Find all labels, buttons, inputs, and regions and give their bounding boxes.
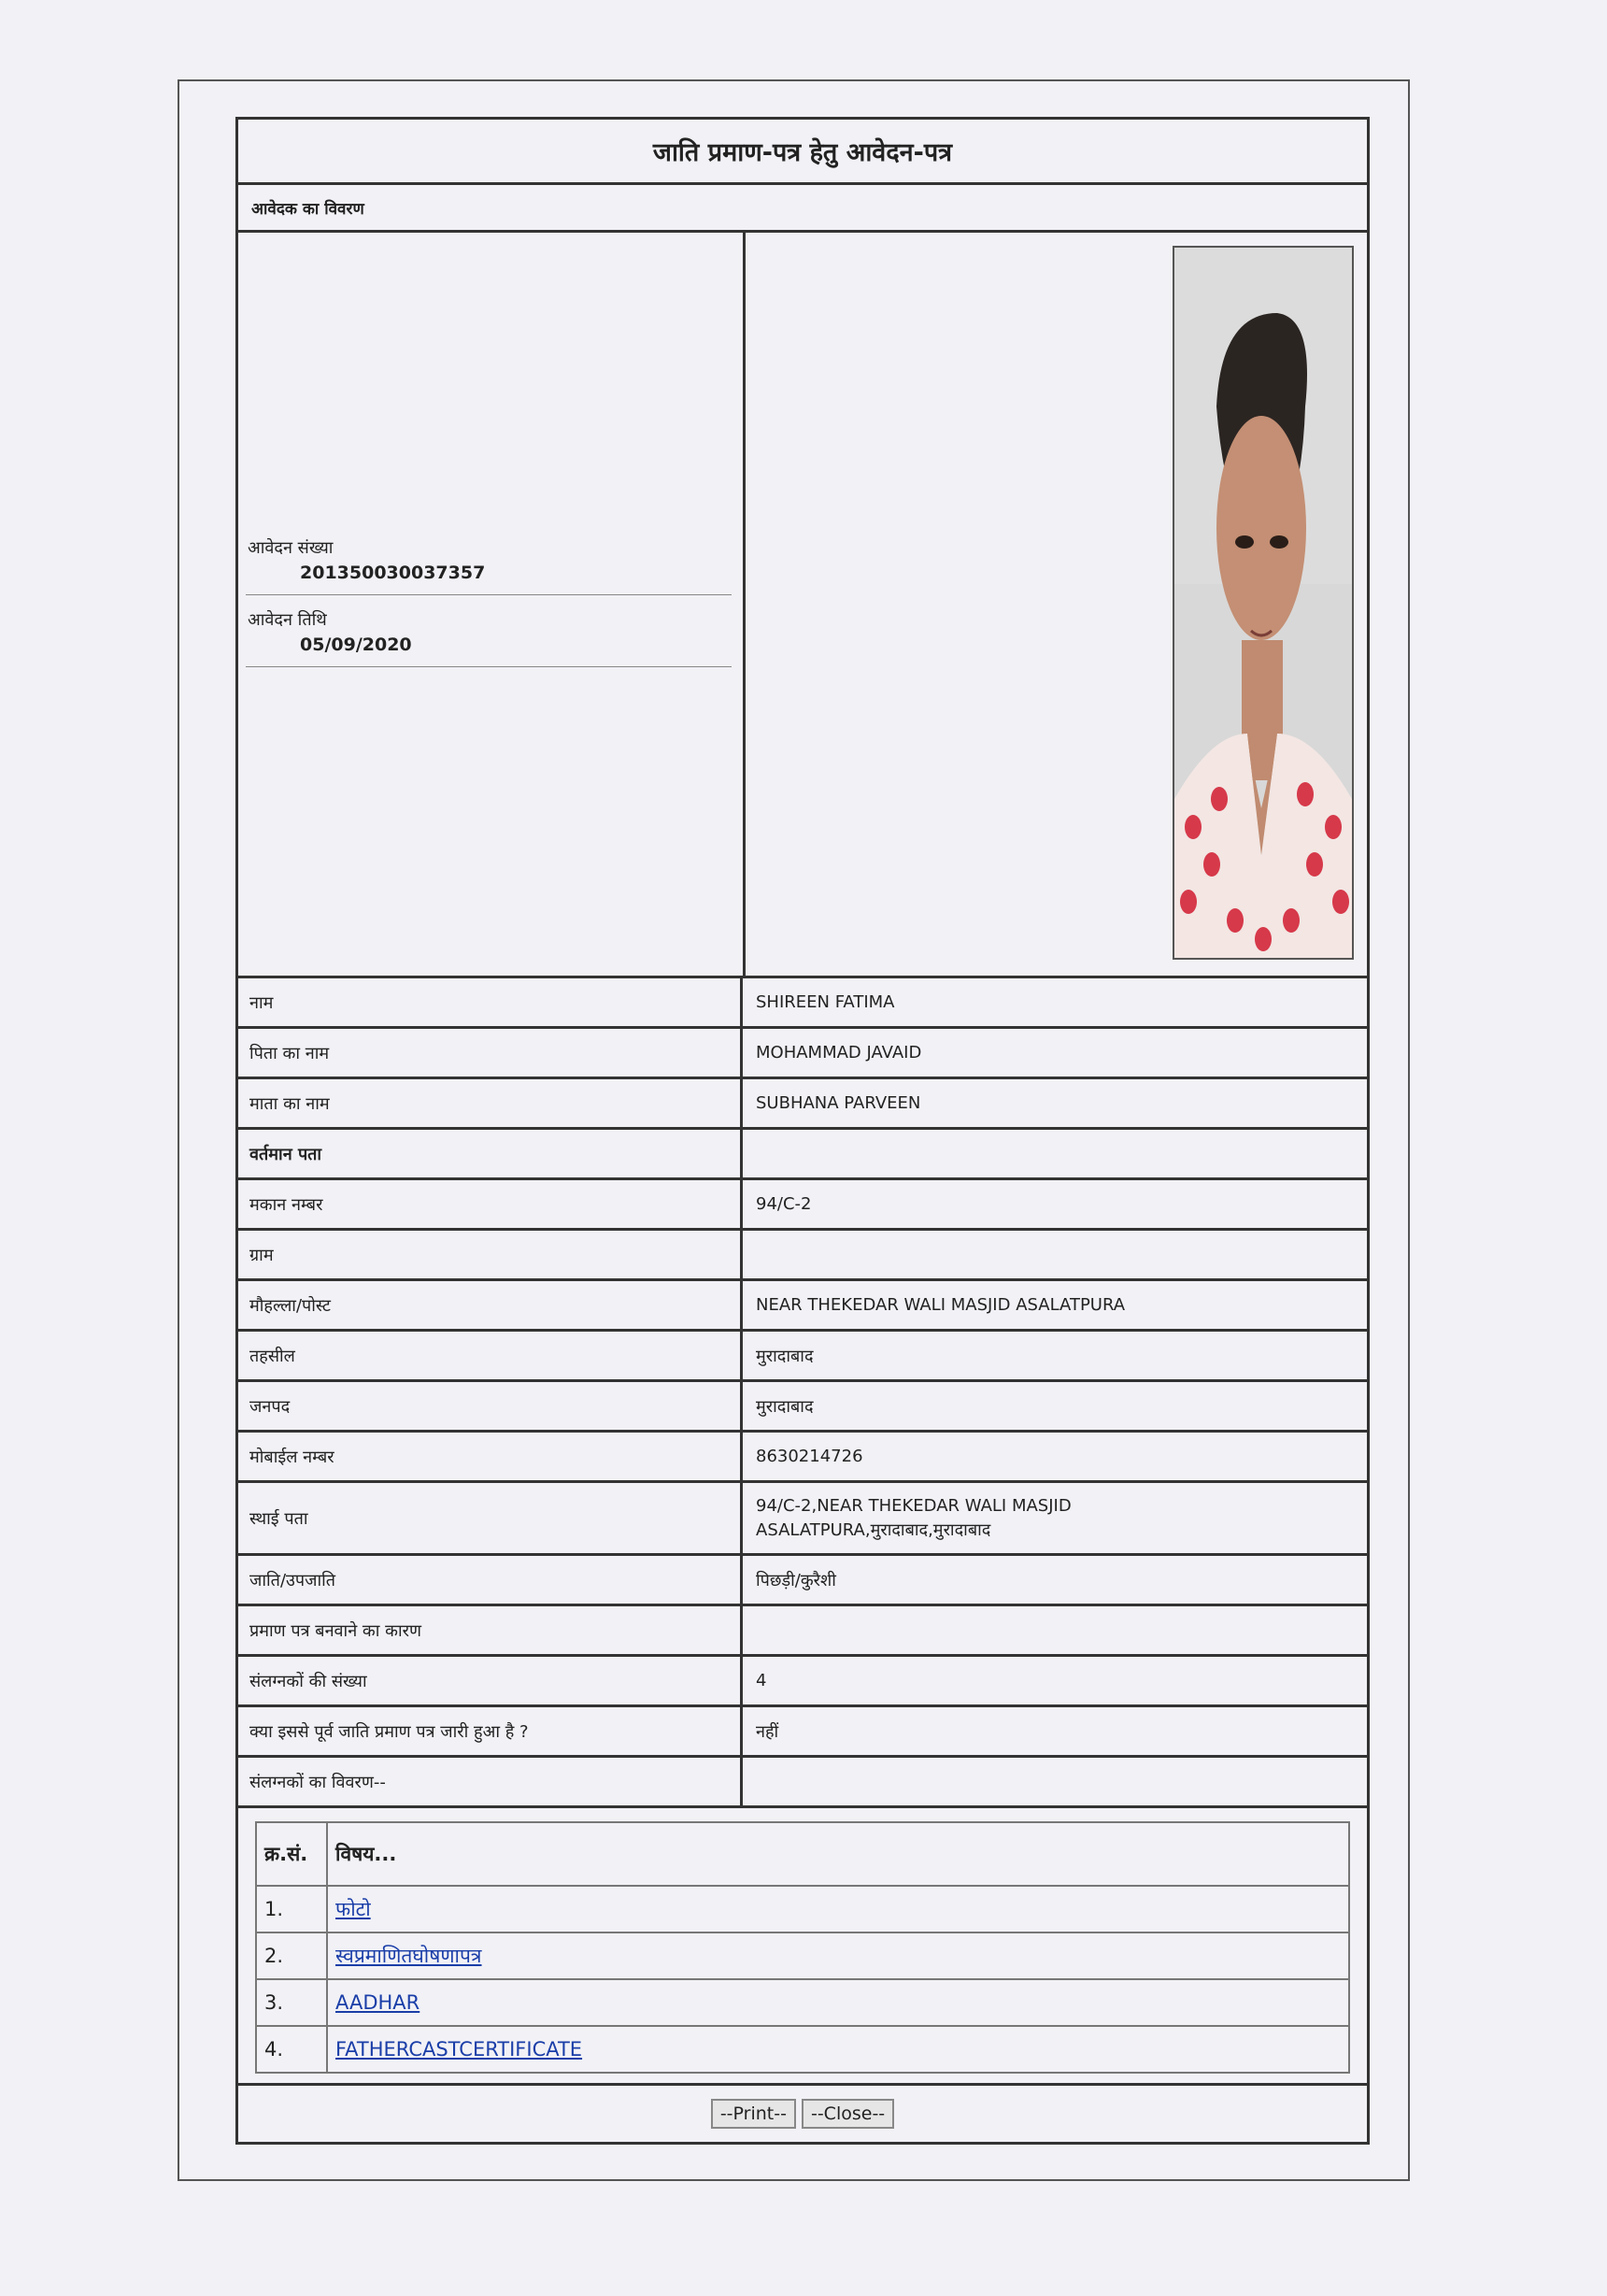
detail-row-house-number — [238, 1180, 1367, 1231]
district-value: मुरादाबाद — [756, 1396, 814, 1417]
detail-row-mobile — [238, 1433, 1367, 1483]
detail-row-father-name — [238, 1029, 1367, 1079]
subject-column-header: विषय... — [327, 1822, 1349, 1886]
attachment-cell — [327, 1932, 1349, 1979]
permanent-address-label: स्थाई पता — [238, 1483, 743, 1553]
detail-row-village — [238, 1231, 1367, 1281]
attachment-count-label: संलग्नकों की संख्या — [238, 1657, 743, 1704]
caste-value: पिछड़ी/कुरैशी — [756, 1570, 836, 1590]
attachments-table — [255, 1821, 1350, 2074]
application-date: 05/09/2020 — [246, 635, 732, 667]
applicant-header — [238, 233, 1367, 978]
applicant-photo-image — [1174, 248, 1352, 958]
detail-row-attachments-heading — [238, 1758, 1367, 1808]
reason-label: प्रमाण पत्र बनवाने का कारण — [238, 1606, 743, 1654]
print-button[interactable]: --Print-- — [711, 2099, 796, 2129]
serial-column-header: क्र.सं. — [256, 1822, 327, 1886]
form-title: जाति प्रमाण-पत्र हेतु आवेदन-पत्र — [238, 120, 1367, 185]
village-value — [743, 1231, 1367, 1278]
permanent-address-line1: 94/C-2,NEAR THEKEDAR WALI MASJID — [756, 1495, 1072, 1516]
attachment-cell — [327, 1979, 1349, 2026]
detail-row-reason — [238, 1606, 1367, 1657]
permanent-address-line2: ASALATPURA,मुरादाबाद,मुरादाबाद — [756, 1519, 991, 1540]
attachment-count-value: 4 — [756, 1671, 767, 1690]
detail-row-name — [238, 978, 1367, 1029]
attachments-section — [238, 1808, 1367, 2086]
previous-certificate-value: नहीं — [756, 1721, 779, 1742]
attachments-heading-label: संलग्नकों का विवरण-- — [238, 1758, 743, 1805]
locality-value: NEAR THEKEDAR WALI MASJID ASALATPURA — [756, 1295, 1126, 1315]
attachment-cell — [327, 1886, 1349, 1932]
attachment-cell — [327, 2026, 1349, 2073]
table-row — [256, 1886, 1349, 1932]
house-number-label: मकान नम्बर — [238, 1180, 743, 1228]
table-row — [256, 1979, 1349, 2026]
detail-row-mother-name — [238, 1079, 1367, 1130]
photo-cell — [746, 233, 1367, 976]
application-meta — [238, 233, 746, 976]
detail-row-previous-certificate — [238, 1707, 1367, 1758]
applicant-photo — [1173, 246, 1354, 960]
mother-name-label: माता का नाम — [238, 1079, 743, 1127]
attachment-link-aadhar[interactable]: AADHAR — [335, 1991, 420, 2014]
detail-row-locality — [238, 1281, 1367, 1332]
attachment-link-photo[interactable]: फोटो — [335, 1898, 371, 1920]
detail-row-permanent-address — [238, 1483, 1367, 1556]
current-address-value — [743, 1130, 1367, 1177]
mobile-value: 8630214726 — [756, 1447, 863, 1466]
close-button[interactable]: --Close-- — [802, 2099, 894, 2129]
table-row — [256, 1932, 1349, 1979]
reason-value — [743, 1606, 1367, 1654]
district-label: जनपद — [238, 1382, 743, 1430]
locality-label: मौहल्ला/पोस्ट — [238, 1281, 743, 1329]
attachment-serial: 1. — [256, 1886, 327, 1932]
attachments-header-row — [256, 1822, 1349, 1886]
current-address-label: वर्तमान पता — [238, 1130, 743, 1177]
name-label: नाम — [238, 978, 743, 1026]
father-name-label: पिता का नाम — [238, 1029, 743, 1077]
action-bar — [238, 2086, 1367, 2142]
tehsil-label: तहसील — [238, 1332, 743, 1379]
previous-certificate-label: क्या इससे पूर्व जाति प्रमाण पत्र जारी हुआ है ? — [238, 1707, 743, 1755]
table-row — [256, 2026, 1349, 2073]
application-date-label: आवेदन तिथि — [248, 610, 327, 630]
detail-row-caste — [238, 1556, 1367, 1606]
attachment-link-self-declaration[interactable]: स्वप्रमाणितघोषणापत्र — [335, 1945, 482, 1967]
detail-row-current-address — [238, 1130, 1367, 1180]
attachment-link-father-caste-certificate[interactable]: FATHERCASTCERTIFICATE — [335, 2038, 583, 2061]
attachment-serial: 4. — [256, 2026, 327, 2073]
application-number: 201350030037357 — [246, 563, 732, 595]
application-number-block — [246, 536, 732, 595]
detail-row-tehsil — [238, 1332, 1367, 1382]
attachments-heading-value — [743, 1758, 1367, 1805]
permanent-address-value — [743, 1483, 1367, 1553]
village-label: ग्राम — [238, 1231, 743, 1278]
application-date-block — [246, 608, 732, 667]
caste-label: जाति/उपजाति — [238, 1556, 743, 1604]
section-title: आवेदक का विवरण — [238, 185, 1367, 233]
father-name-value: MOHAMMAD JAVAID — [756, 1043, 922, 1062]
application-number-label: आवेदन संख्या — [248, 538, 334, 558]
attachment-serial: 2. — [256, 1932, 327, 1979]
detail-row-district — [238, 1382, 1367, 1433]
attachment-serial: 3. — [256, 1979, 327, 2026]
mobile-label: मोबाईल नम्बर — [238, 1433, 743, 1480]
mother-name-value: SUBHANA PARVEEN — [756, 1093, 921, 1113]
application-form — [235, 117, 1370, 2145]
house-number-value: 94/C-2 — [756, 1194, 812, 1214]
name-value: SHIREEN FATIMA — [756, 992, 895, 1012]
tehsil-value: मुरादाबाद — [756, 1346, 814, 1366]
detail-row-attachment-count — [238, 1657, 1367, 1707]
